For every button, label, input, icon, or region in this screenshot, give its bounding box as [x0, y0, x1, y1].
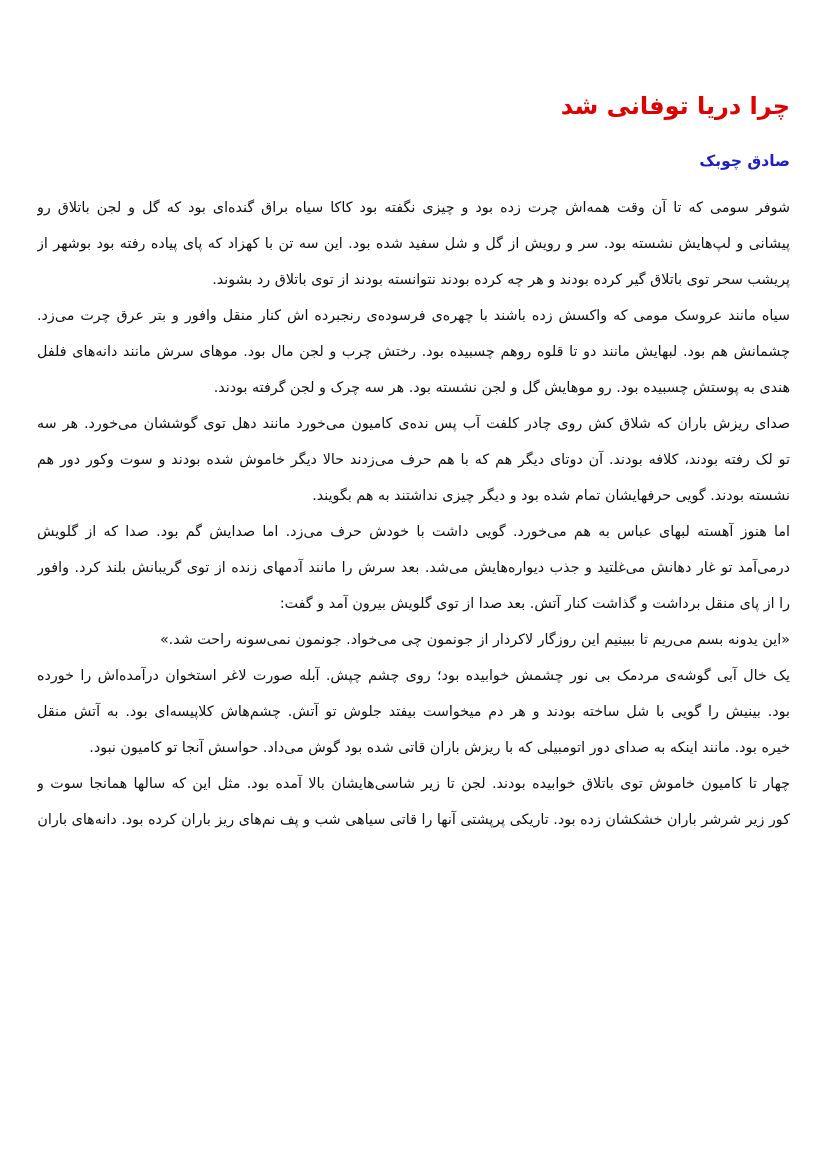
- text-line: کور زیر شرشر باران خشکشان زده بود. تاریکی پرپشتی آنها را قاتی سیاهی شب و پف نم‌های ریز باران کرده بود. دانه‌های باران: [37, 812, 790, 828]
- text-line: شوفر سومی که تا آن وقت همه‌اش چرت زده بود و چیزی نگفته بود کاکا سیاه براق گنده‌ای بود که گل و لجن باتلاق رو: [37, 200, 790, 216]
- paragraph: [37, 658, 790, 766]
- paragraph: [37, 406, 790, 514]
- text-line: «این یدونه بسم می‌ریم تا ببینیم این روزگار لاکردار از جونمون چی می‌خواد. جونمون نمی‌سونه راحت شد.»: [159, 632, 790, 648]
- paragraph: [37, 514, 790, 622]
- story-title: چرا دریا توفانی شد: [560, 92, 790, 120]
- text-line: پیشانی و لپ‌هایش نشسته بود. سر و رویش از گل و شل سفید شده بود. این سه تن با کهزاد که پای پیاده رفته بود بوشهر از: [37, 236, 790, 252]
- text-line: چشمانش هم بود. لبهایش مانند دو تا قلوه روهم چسبیده بود. رختش چرب و لجن مال بود. موهای سرش مانند دانه‌های فلفل: [37, 344, 790, 360]
- author-name: صادق چوبک: [699, 152, 790, 170]
- text-line: تو لک رفته بودند، کلافه بودند. آن دوتای دیگر هم که با هم حرف می‌زدند حالا دیگر خاموش شده بودند و سوت وکور دور هم: [37, 452, 790, 468]
- text-line: صدای ریزش باران که شلاق کش روی چادر کلفت آب پس نده‌ی کامیون می‌خورد مانند دهل توی گوششان می‌خورد. هر سه: [37, 416, 790, 432]
- paragraph: [37, 766, 790, 838]
- paragraph: [37, 298, 790, 406]
- paragraph: [37, 190, 790, 298]
- story-body: [37, 190, 790, 838]
- text-line: نشسته بودند. گویی حرفهایشان تمام شده بود و دیگر چیزی نداشتند به هم بگویند.: [312, 488, 790, 504]
- text-line: هندی به پوستش چسبیده بود. رو موهایش گل و لجن نشسته بود. هر سه چرک و لجن گرفته بودند.: [213, 380, 790, 396]
- text-line: چهار تا کامیون خاموش توی باتلاق خوابیده بودند. لجن تا زیر شاسی‌هایشان بالا آمده بود. مثل این که سالها همانجا سوت و: [37, 776, 790, 792]
- text-line: درمی‌آمد تو غار دهانش می‌غلتید و جذب دیواره‌هایش می‌شد. بعد سرش را مانند آدمهای زنده از توی گریبانش بلند کرد. وافور: [37, 560, 790, 576]
- text-line: بود. بینیش را گویی با شل ساخته بودند و هر دم میخواست بیفتد جلوش تو آتش. چشم‌هاش کلاپیسه‌ای بود. به آتش منقل: [37, 704, 790, 720]
- paragraph: [37, 622, 790, 658]
- text-line: خیره بود. مانند اینکه به صدای دور اتومبیلی که با ریزش باران قاتی شده بود گوش می‌داد. حواسش آنجا تو کامیون نبود.: [89, 740, 790, 756]
- text-line: را از پای منقل برداشت و گذاشت کنار آتش. بعد صدا از توی گلویش بیرون آمد و گفت:: [279, 596, 790, 612]
- text-line: سیاه مانند عروسک مومی که واکسش زده باشند با چهره‌ی فرسوده‌ی رنجبرده اش کنار منقل وافور و بتر عرق چرت می‌زد.: [37, 308, 790, 324]
- text-line: یک خال آبی گوشه‌ی مردمک بی نور چشمش خوابیده بود؛ روی چشم چپش. آبله صورت لاغر استخوان درآمده‌اش را خورده: [37, 668, 790, 684]
- text-line: اما هنوز آهسته لبهای عباس به هم می‌خورد. گویی داشت با خودش حرف می‌زد. اما صدایش گم بود. صدا که از گلویش: [37, 524, 790, 540]
- text-line: پریشب سحر توی باتلاق گیر کرده بودند و هر چه کرده بودند نتوانسته بودند از توی باتلاق رد بشوند.: [212, 272, 790, 288]
